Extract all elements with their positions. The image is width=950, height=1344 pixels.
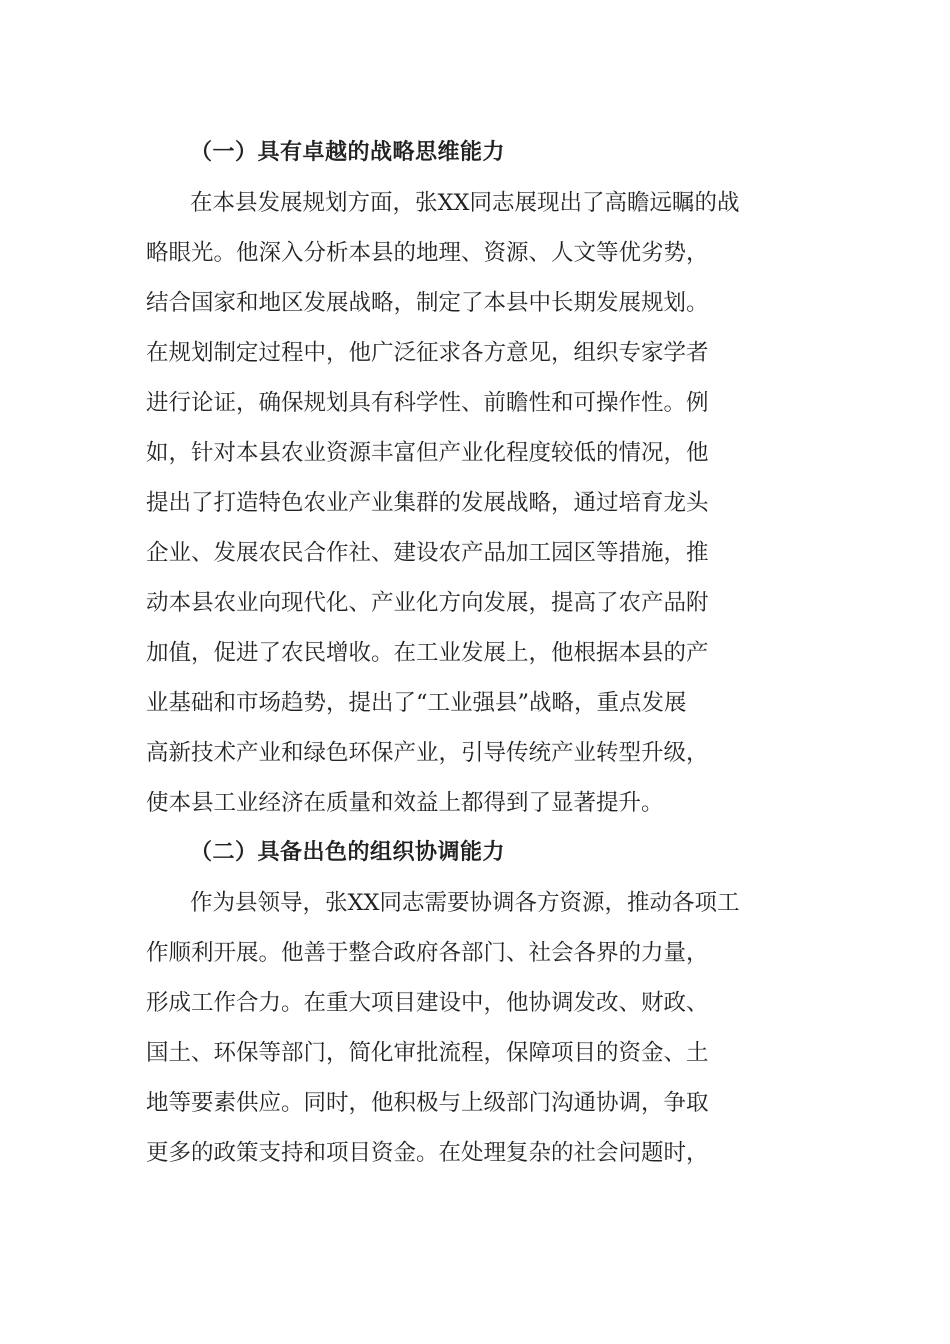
paragraph-line: 在本县发展规划方面，张XX同志展现出了高瞻远瞩的战 [190, 190, 740, 216]
paragraph-line: 如，针对本县农业资源丰富但产业化程度较低的情况，他 [146, 440, 709, 466]
paragraph-line: 地等要素供应。同时，他积极与上级部门沟通协调，争取 [146, 1090, 709, 1116]
section-heading-strategic-thinking: （一）具有卓越的战略思维能力 [190, 140, 506, 165]
paragraph-line: 略眼光。他深入分析本县的地理、资源、人文等优劣势， [146, 240, 709, 266]
section-heading-coordination: （二）具备出色的组织协调能力 [190, 840, 506, 865]
paragraph-line: 国土、环保等部门，简化审批流程，保障项目的资金、土 [146, 1040, 709, 1066]
paragraph-line: 作顺利开展。他善于整合政府各部门、社会各界的力量， [146, 940, 709, 966]
paragraph-strategic-thinking [146, 178, 806, 828]
paragraph-line: 使本县工业经济在质量和效益上都得到了显著提升。 [146, 790, 664, 816]
paragraph-line: 动本县农业向现代化、产业化方向发展，提高了农产品附 [146, 590, 709, 616]
paragraph-line: 结合国家和地区发展战略，制定了本县中长期发展规划。 [146, 290, 709, 316]
paragraph-line: 高新技术产业和绿色环保产业，引导传统产业转型升级， [146, 740, 709, 766]
paragraph-line: 形成工作合力。在重大项目建设中，他协调发改、财政、 [146, 990, 709, 1016]
paragraph-line: 作为县领导，张XX同志需要协调各方资源，推动各项工 [190, 890, 740, 916]
paragraph-line: 加值，促进了农民增收。在工业发展上，他根据本县的产 [146, 640, 709, 666]
document-body [146, 128, 806, 1178]
paragraph-line: 进行论证，确保规划具有科学性、前瞻性和可操作性。例 [146, 390, 709, 416]
paragraph-line: 更多的政策支持和项目资金。在处理复杂的社会问题时， [146, 1140, 709, 1166]
paragraph-coordination [146, 878, 806, 1178]
paragraph-line: 企业、发展农民合作社、建设农产品加工园区等措施，推 [146, 540, 709, 566]
paragraph-line: 在规划制定过程中，他广泛征求各方意见，组织专家学者 [146, 340, 709, 366]
paragraph-line: 业基础和市场趋势，提出了“工业强县”战略，重点发展 [146, 690, 687, 716]
paragraph-line: 提出了打造特色农业产业集群的发展战略，通过培育龙头 [146, 490, 709, 516]
